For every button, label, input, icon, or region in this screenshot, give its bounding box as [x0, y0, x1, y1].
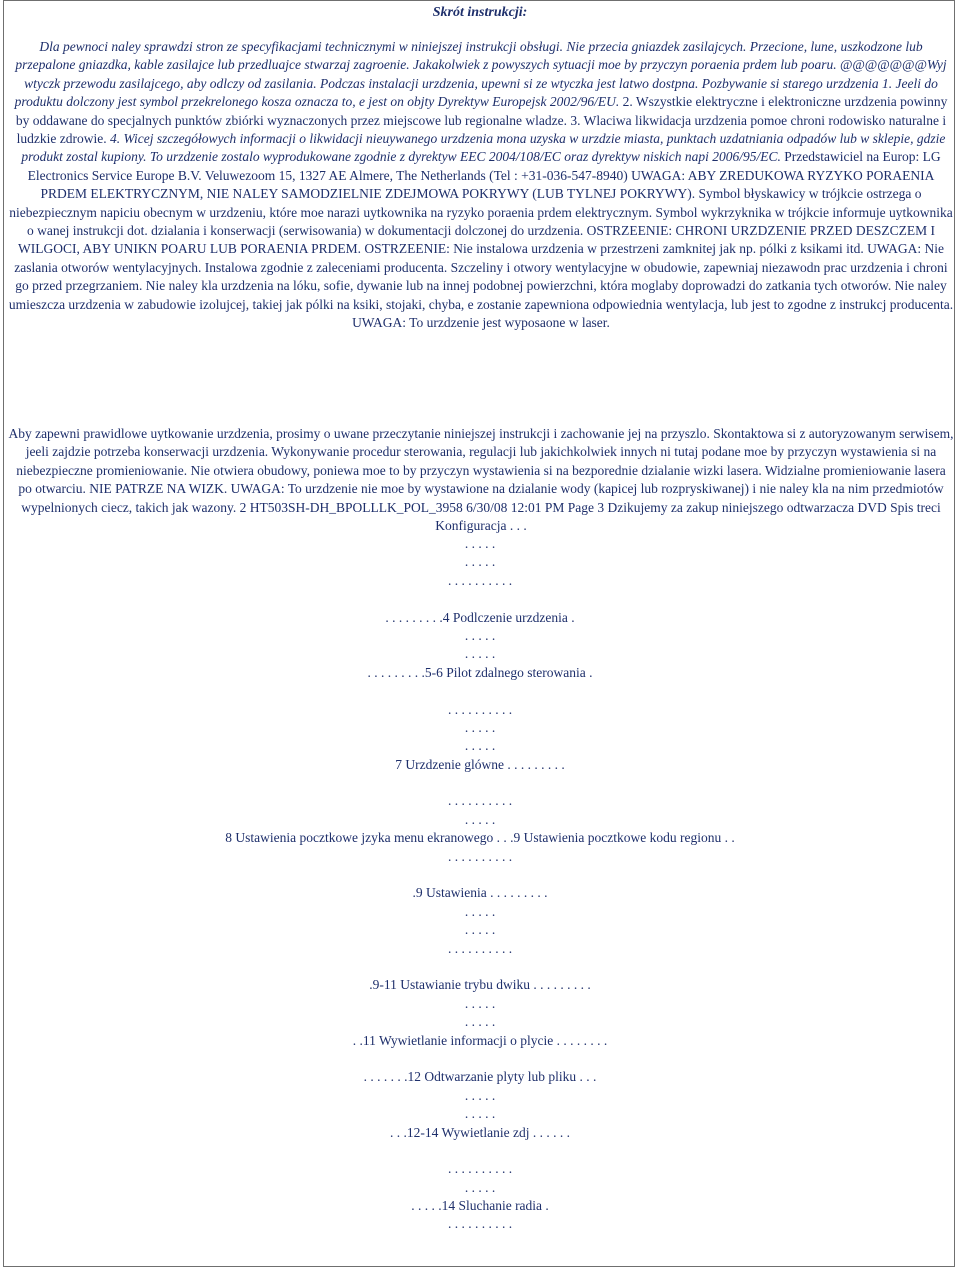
- toc-line: . . . . .: [464, 1087, 496, 1103]
- toc-line: [0, 866, 960, 884]
- safety-text-2: Jeeli do produktu dolczony jest symbol przekrelonego kosza oznacza to, e jest on objty Dyrektyw Europejsk 2002/96/EU.: [14, 75, 938, 110]
- toc-line: [0, 590, 960, 608]
- toc-line: . . . . . . . . .4 Podlczenie urzdzenia .: [385, 609, 575, 625]
- table-of-contents: [0, 535, 960, 1234]
- toc-line: [0, 1142, 960, 1160]
- toc-line: . . . . . . . . . .: [447, 1161, 513, 1177]
- toc-line: . . . . .: [464, 922, 496, 938]
- toc-line: . . . . .: [464, 738, 496, 754]
- toc-line: . . . . .: [464, 1106, 496, 1122]
- toc-line: 8 Ustawienia pocztkowe jzyka menu ekranowego . . .9 Ustawienia pocztkowe kodu regionu . .: [225, 830, 735, 846]
- toc-line: . . . . . . . . . .: [447, 1216, 513, 1232]
- toc-line: . . .12-14 Wywietlanie zdj . . . . . .: [389, 1124, 571, 1140]
- toc-line: . . . . .: [464, 811, 496, 827]
- toc-line: [0, 958, 960, 976]
- safety-text-1: Dla pewnoci naley sprawdzi stron ze specyfikacjami technicznymi w niniejszej instrukcji obsługi. Nie przecia gniazdek zasilajcych. Przecione, lune, uszkodzone lub przepalone gniazdka, kable zasilajce lub przedluajce stwarzaj zagroenie. Jakakolwiek z powyszych sytuacji moe by przyczyn poraenia prdem lub poaru. @@@@@@@Wyj wtyczk przewodu zasilajcego, aby odlczy od zasilania. Podczas instalacji urzdzenia, upewni si ze wtyczka jest latwo dostpna. Pozbywanie si starego urzdzenia 1.: [15, 39, 947, 91]
- toc-line: . . . . .: [464, 995, 496, 1011]
- safety-text-3: 2. Wszystkie elektryczne i elektroniczne urzdzenia powinny by oddawane do specjalnych punktów zbiórki wyznaczonych przez miejscowe lub regionalne wladze.: [15, 94, 948, 128]
- toc-line: [0, 682, 960, 700]
- toc-line: [0, 774, 960, 792]
- toc-line: . . . . . . . . .5-6 Pilot zdalnego sterowania .: [367, 664, 593, 680]
- toc-line: . . . . . . .12 Odtwarzanie plyty lub pliku . . .: [363, 1069, 597, 1085]
- toc-line: . . . . . . . . . .: [447, 940, 513, 956]
- toc-line: . . . . .: [464, 554, 496, 570]
- safety-paragraph: [8, 38, 954, 333]
- toc-line: . . . . .: [464, 646, 496, 662]
- toc-line: . . . . . . . . . .: [447, 572, 513, 588]
- toc-line: . . . . . . . . . .: [447, 701, 513, 717]
- toc-line: .9 Ustawienia . . . . . . . . .: [412, 885, 548, 901]
- safety-text-7: Przedstawiciel na Europ: LG Electronics Service Europe B.V. Veluwezoom 15, 1327 AE Almere, The Netherlands (Tel : +31-036-547-8940) UWAGA: ABY ZREDUKOWA RYZYKO PORAENIA PRDEM ELEKTRYCZNYM, NIE NALEY SAMODZIELNIE ZDEJMOWA POKRYWY (LUB TYLNEJ POKRYWY). Symbol błyskawicy w trójkcie ostrzega o niebezpiecznym napiciu obecnym w urzdzeniu, które moe narazi uytkownika na ryzyko poraenia prdem elektrycznym. Symbol wykrzyknika w trójkcie informuje uytkownika o wanej instrukcji dot. dzialania i konserwacji (serwisowania) w dokumentacji dolczonej do urzdzenia. OSTRZEENIE: CHRONI URZDZENIE PRZED DESZCZEM I WILGOCI, ABY UNIKN POARU LUB PORAENIA PRDEM. OSTRZEENIE: Nie instalowa urzdzenia w przestrzeni zamknitej jak np. pólki z ksikami itd. UWAGA: Nie zaslania otworów wentylacyjnych. Instalowa zgodnie z zaleceniami producenta. Szczeliny i otwory wentylacyjne w obudowie, zapewniaj niezawodn prac urzdzenia i chroni go przed przegrzaniem. Nie naley kla urzdzenia na lóku, sofie, dywanie lub na innej podobnej powierzchni, która moglaby doprowadzi do zatkania tych otworów. Nie naley umieszcza urzdzenia w zabudowie izolujcej, takiej jak pólki na ksiki, stojaki, chyba, e zostanie zapewniona odpowiednia wentylacja, lub jest to zgodne z instrukcj producenta. UWAGA: To urzdzenie jest wyposaone w laser.: [8, 149, 954, 331]
- toc-line: . . . . .: [464, 719, 496, 735]
- toc-line: .9-11 Ustawianie trybu dwiku . . . . . . . . .: [369, 977, 591, 993]
- toc-line: . . . . .: [464, 903, 496, 919]
- toc-line: [0, 1050, 960, 1068]
- toc-line: . . . . .14 Sluchanie radia .: [411, 1198, 549, 1214]
- safety-text-4: 3. Wlaciwa likwidacja urzdzenia pomoe chroni rodowisko naturalne i ludzkie zdrowie.: [16, 112, 947, 147]
- safety-text-6: To urzdzenie zostalo wyprodukowane zgodnie z dyrektyw EEC 2004/108/EC oraz dyrektyw niskich napi 2006/95/EC.: [146, 149, 781, 165]
- toc-line: 7 Urzdzenie glówne . . . . . . . . .: [395, 756, 565, 772]
- safety-text-5: 4. Wicej szczegółowych informacji o likwidacji nieuywanego urzdzenia mona uzyska w urzdzie miasta, punktach uzdatniania odpadów lub w sklepie, gdzie produkt zostal kupiony.: [21, 131, 946, 165]
- toc-line: . . . . .: [464, 536, 496, 551]
- toc-line: . . . . .: [464, 627, 496, 643]
- page-title: Skrót instrukcji:: [432, 5, 528, 20]
- intro-text: Aby zapewni prawidlowe uytkowanie urzdzenia, prosimy o uwane przeczytanie niniejszej instrukcji i zachowanie jej na przyszlo. Skontaktowa si z autoryzowanym serwisem, jeeli zajdzie potrzeba konserwacji urzdzenia. Wykonywanie procedur sterowania, regulacji lub jakichkolwiek innych ni tutaj podane moe by przyczyn wystawienia si na niebezpieczne promieniowanie. Nie otwiera obudowy, poniewa moe to by przyczyn wystawienia si na bezporednie dzialanie wizki lasera. Widzialne promieniowanie lasera po otwarciu. NIE PATRZE NA WIZK. UWAGA: To urzdzenie nie moe by wystawione na dzialanie wody (kapicej lub rozpryskiwanej) i nie naley kla na nim przedmiotów wypelnionych ciecz, takich jak wazony. 2 HT503SH-DH_BPOLLLK_POL_3958 6/30/08 12:01 PM Page 3 Dzikujemy za zakup niniejszego odtwarzacza DVD Spis treci Konfiguracja . . .: [8, 426, 954, 534]
- toc-line: . . . . . . . . . .: [447, 848, 513, 864]
- toc-line: . .11 Wywietlanie informacji o plycie . . . . . . . .: [352, 1032, 608, 1048]
- toc-line: . . . . .: [464, 1179, 496, 1195]
- toc-line: . . . . .: [464, 1014, 496, 1030]
- intro-paragraph: [8, 425, 954, 535]
- toc-line: . . . . . . . . . .: [447, 793, 513, 809]
